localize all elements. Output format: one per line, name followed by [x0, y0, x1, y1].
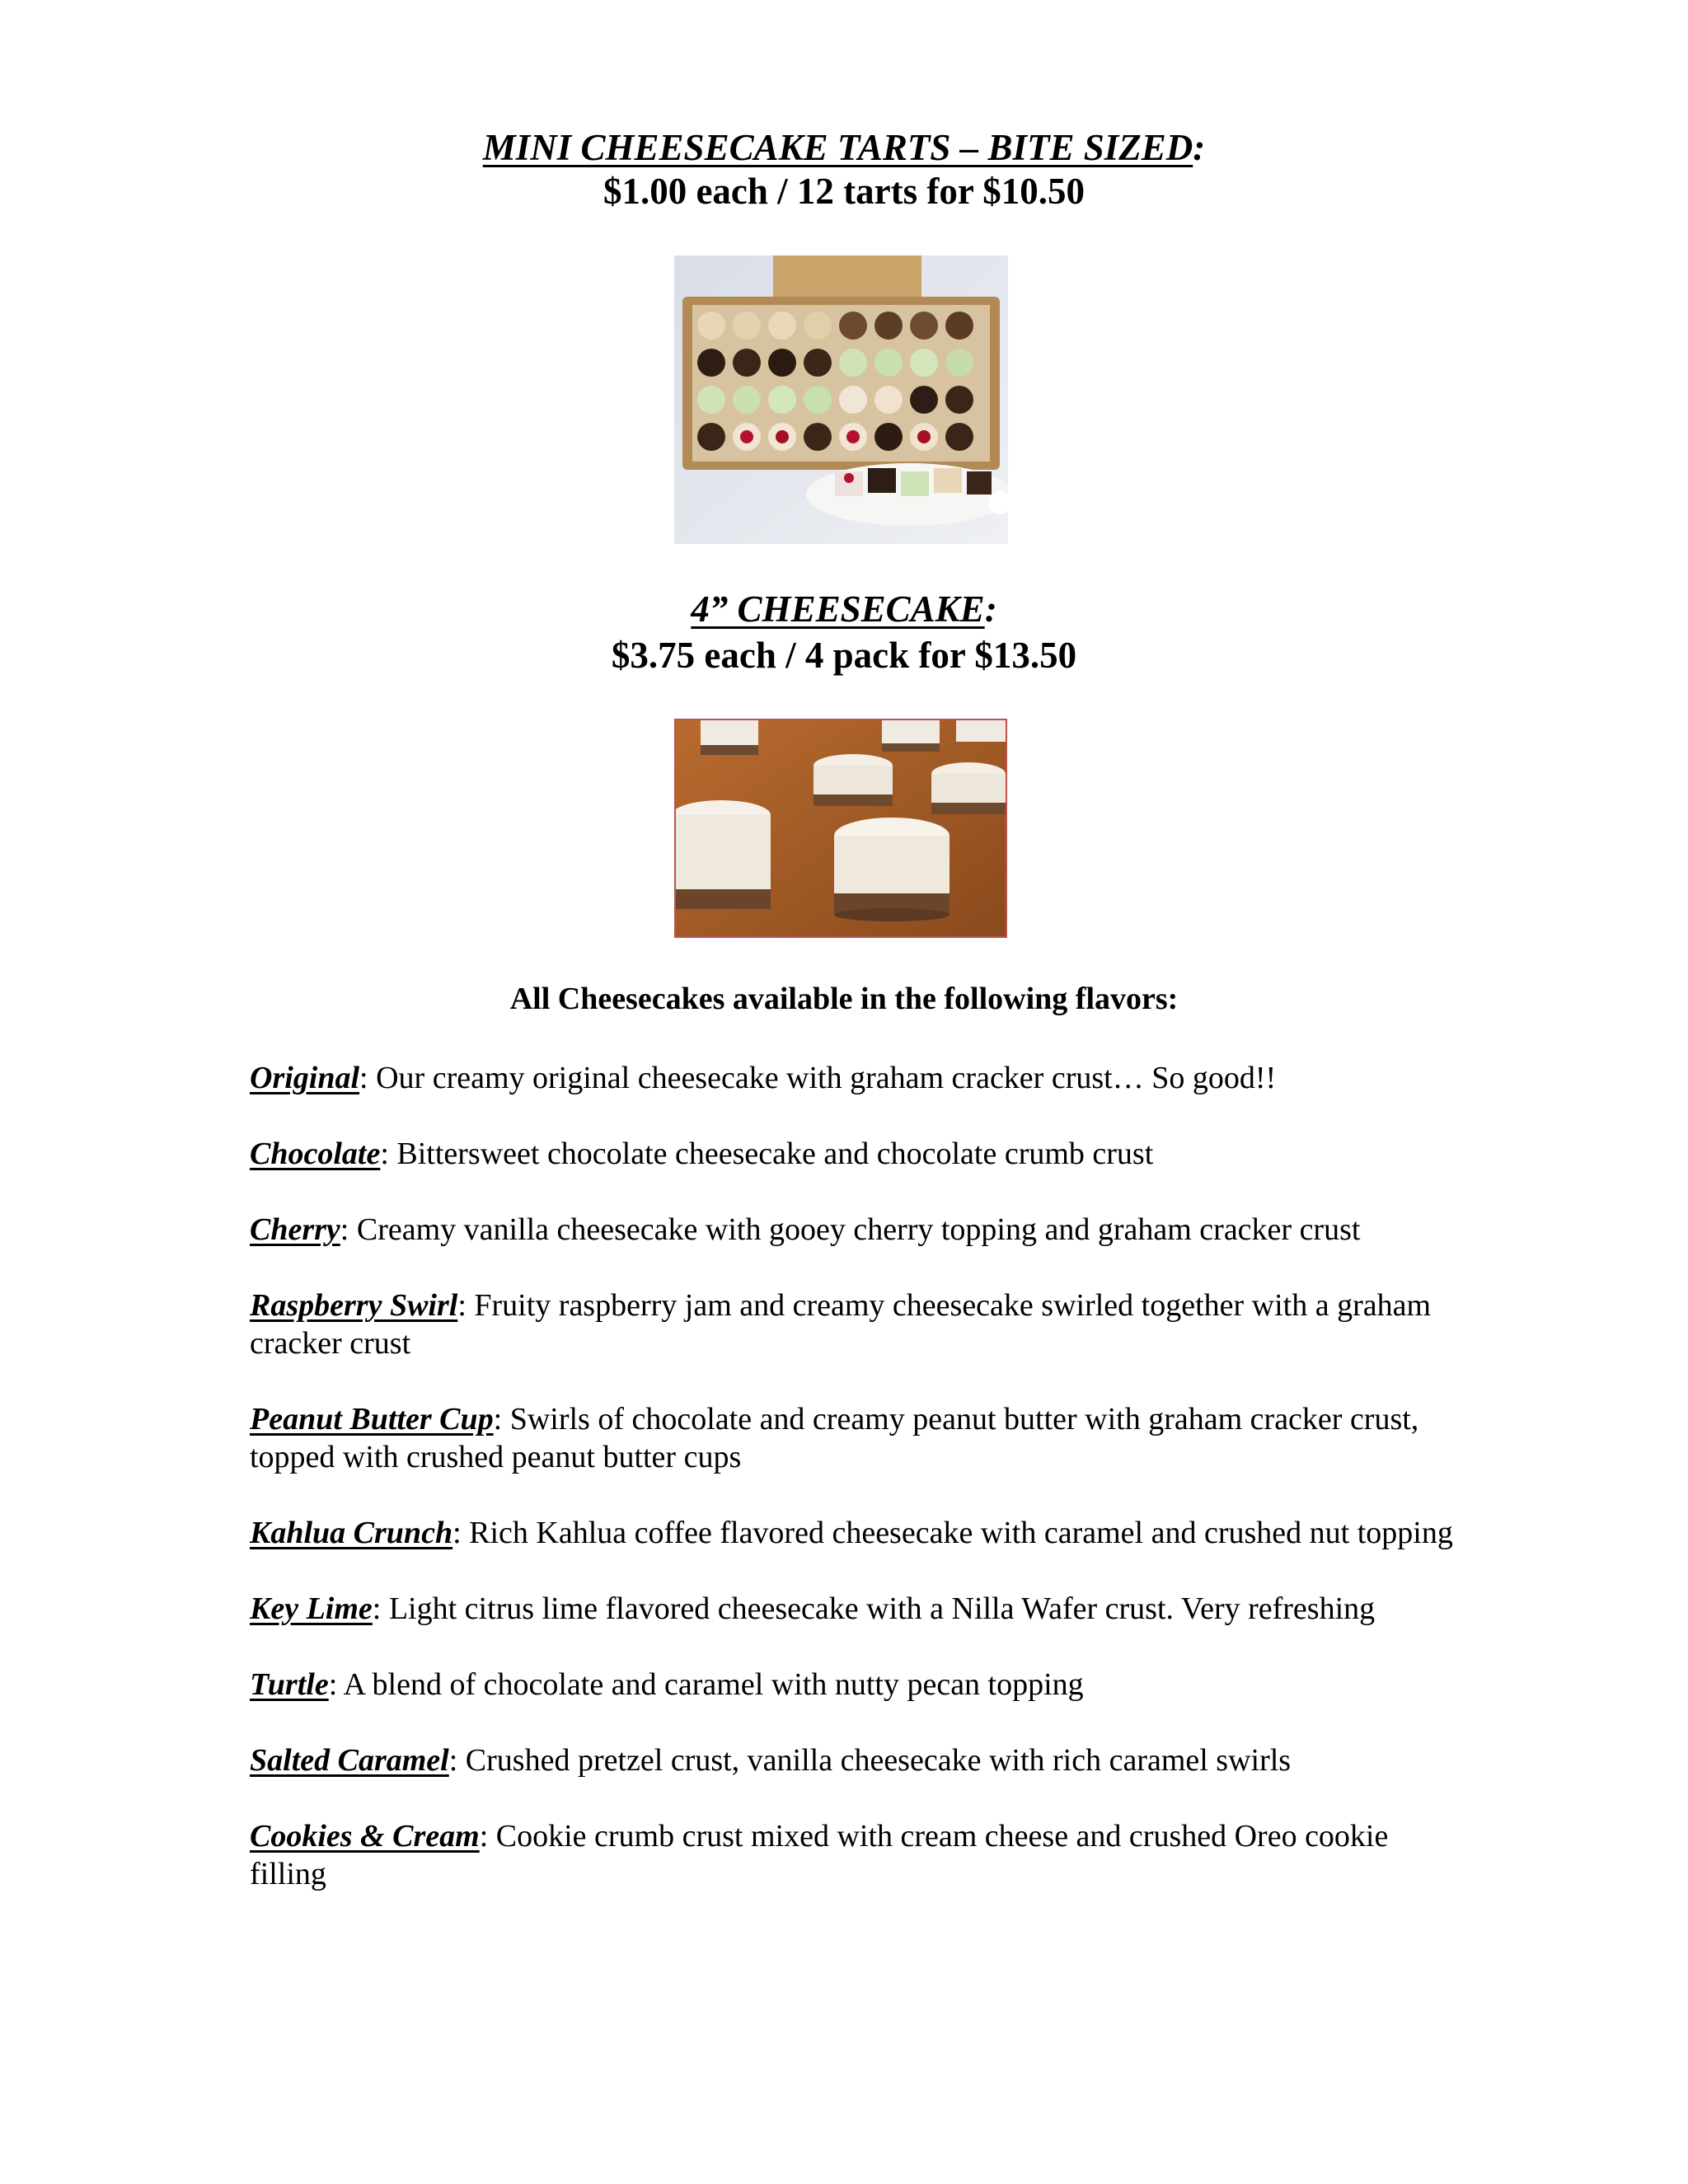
- mini-tarts-name: MINI CHEESECAKE TARTS – BITE SIZED: [482, 127, 1193, 168]
- flavor-description: : A blend of chocolate and caramel with nutty pecan topping: [328, 1667, 1084, 1702]
- flavor-description: : Light citrus lime flavored cheesecake with a Nilla Wafer crust. Very refreshing: [372, 1591, 1376, 1626]
- mini-tarts-photo: [674, 255, 1008, 544]
- flavors-heading: All Cheesecakes available in the following flavors:: [509, 982, 1179, 1016]
- flavor-name: Peanut Butter Cup: [250, 1402, 494, 1436]
- flavor-name: Salted Caramel: [250, 1743, 449, 1778]
- flavor-description: : Swirls of chocolate and creamy peanut butter with graham cracker crust, topped with crushed peanut butter cups: [250, 1402, 1419, 1474]
- flavor-description: : Creamy vanilla cheesecake with gooey cherry topping and graham cracker crust: [340, 1212, 1361, 1247]
- four-inch-title: [0, 587, 1688, 631]
- flavor-list: [250, 1059, 1453, 1931]
- mini-tarts-price: $1.00 each / 12 tarts for $10.50: [603, 171, 1085, 212]
- flavor-item-peanut-butter-cup: [250, 1400, 1453, 1476]
- flavor-item-kahlua-crunch: [250, 1514, 1453, 1552]
- flavor-description: : Crushed pretzel crust, vanilla cheesecake with rich caramel swirls: [448, 1743, 1292, 1778]
- four-inch-name: 4” CHEESECAKE: [691, 588, 985, 630]
- flavor-description: : Rich Kahlua coffee flavored cheesecake with caramel and crushed nut topping: [452, 1516, 1453, 1550]
- flavor-name: Kahlua Crunch: [250, 1516, 453, 1550]
- flavor-item-chocolate: [250, 1135, 1453, 1173]
- flavor-name: Key Lime: [250, 1591, 373, 1626]
- flavor-description: : Our creamy original cheesecake with graham cracker crust… So good!!: [359, 1061, 1277, 1095]
- flavor-item-key-lime: [250, 1590, 1453, 1628]
- four-inch-colon: :: [984, 588, 997, 630]
- flavor-name: Raspberry Swirl: [250, 1288, 458, 1323]
- flavor-name: Turtle: [250, 1667, 329, 1702]
- flavor-name: Cherry: [250, 1212, 340, 1247]
- four-inch-photo: [674, 719, 1007, 938]
- flavor-name: Original: [250, 1061, 360, 1095]
- flavor-item-turtle: [250, 1666, 1453, 1704]
- flavor-item-raspberry-swirl: [250, 1286, 1453, 1362]
- flavor-description: : Bittersweet chocolate cheesecake and chocolate crumb crust: [380, 1137, 1154, 1171]
- mini-tarts-colon: :: [1193, 127, 1206, 168]
- flavor-name: Cookies & Cream: [250, 1819, 480, 1854]
- flavor-name: Chocolate: [250, 1137, 381, 1171]
- flavor-description: : Fruity raspberry jam and creamy cheesecake swirled together with a graham cracker crust: [250, 1288, 1432, 1361]
- four-inch-price: $3.75 each / 4 pack for $13.50: [611, 635, 1077, 676]
- mini-tarts-title: [0, 125, 1688, 170]
- flavor-item-salted-caramel: [250, 1741, 1453, 1779]
- flavor-description: : Cookie crumb crust mixed with cream cheese and crushed Oreo cookie filling: [250, 1819, 1389, 1891]
- flavor-item-original: [250, 1059, 1453, 1097]
- flavor-item-cookies-and-cream: [250, 1817, 1453, 1893]
- flavor-item-cherry: [250, 1211, 1453, 1249]
